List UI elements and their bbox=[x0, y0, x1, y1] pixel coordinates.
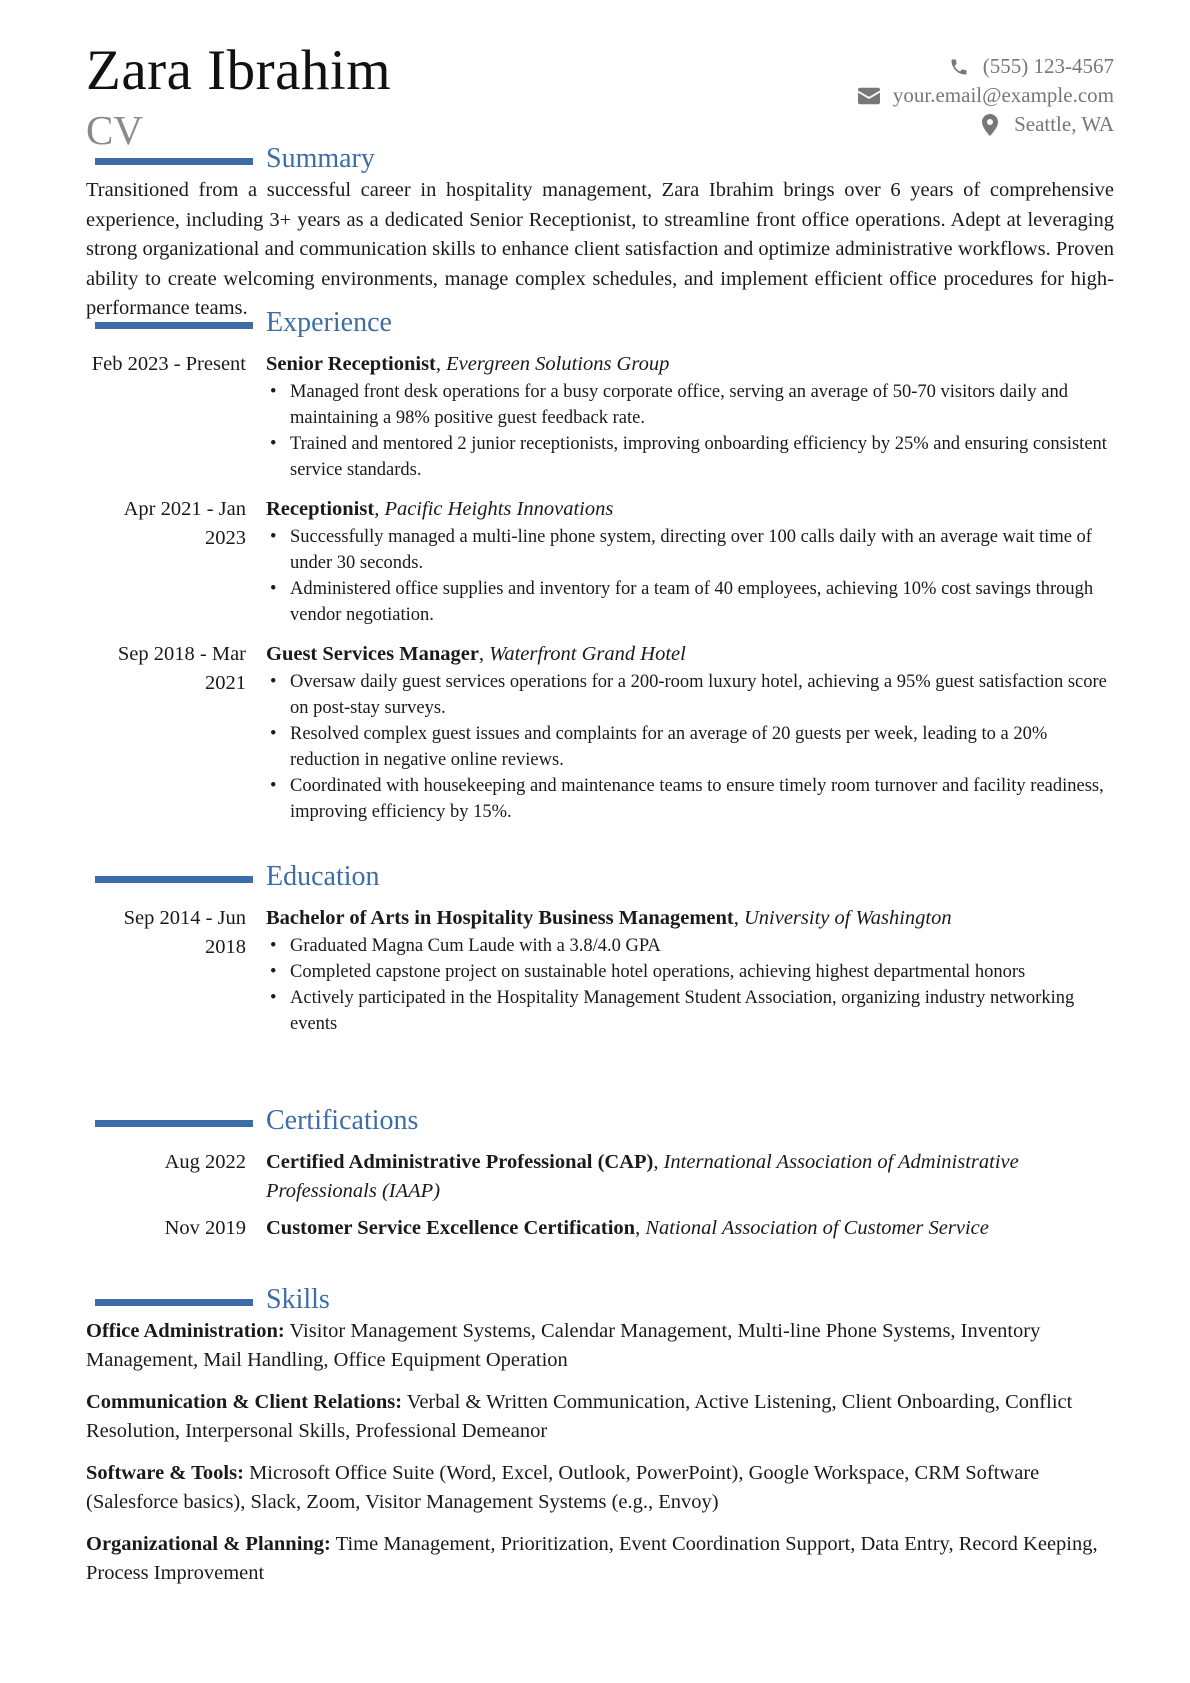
person-name: Zara Ibrahim bbox=[86, 39, 392, 102]
contact-phone bbox=[857, 52, 1114, 81]
entry-date: Sep 2014 - Jun 2018 bbox=[123, 907, 246, 958]
certification-issuer: International Association of Administrative Professionals (IAAP) bbox=[266, 1151, 1019, 1202]
education-section bbox=[86, 860, 1114, 1037]
contact-location bbox=[857, 110, 1114, 139]
entry-bullets bbox=[266, 669, 1114, 825]
contact-block bbox=[857, 52, 1114, 139]
bullet-item: • Completed capstone project on sustainable hotel operations, achieving highest departmental honors bbox=[266, 959, 1114, 985]
skill-group bbox=[86, 1459, 1114, 1517]
skill-group bbox=[86, 1317, 1114, 1375]
entry-org: Evergreen Solutions Group bbox=[446, 353, 670, 375]
skills-section bbox=[86, 1283, 1114, 1601]
section-accent-bar bbox=[95, 1299, 253, 1306]
certification-entry: Aug 2022 Certified Administrative Professional (CAP), International Association of Administrative Professionals (IAAP) bbox=[86, 1148, 1114, 1206]
entry-institution: University of Washington bbox=[743, 907, 952, 929]
entry-bullets bbox=[266, 524, 1114, 628]
entry-date: Sep 2018 - Mar 2021 bbox=[117, 643, 246, 694]
experience-entry: Sep 2018 - Mar 2021 Guest Services Manager, Waterfront Grand Hotel • Oversaw daily guest services operations for a 200-room luxury hotel, achieving a 95% guest satisfaction score on post-stay surveys. • Resolved complex guest issues and complaints for an average of 20 guests per week, leading to a 20% reduction in negative online reviews. • Coordinated with housekeeping and maintenance teams to ensure timely room turnover and facility readiness, improving efficiency by 15%. bbox=[86, 640, 1114, 825]
resume-page bbox=[86, 0, 1114, 1683]
bullet-item: • Administered office supplies and inventory for a team of 40 employees, achieving 10% cost savings through vendor negotiation. bbox=[266, 576, 1114, 628]
entry-date: Nov 2019 bbox=[164, 1217, 246, 1239]
skill-list: Time Management, Prioritization, Event Coordination Support, Data Entry, Record Keeping, Process Improvement bbox=[86, 1533, 1098, 1584]
certification-entry: Nov 2019 Customer Service Excellence Certification, National Association of Customer Service bbox=[86, 1214, 1114, 1243]
location-text: Seattle, WA bbox=[1014, 112, 1114, 136]
experience-section bbox=[86, 306, 1114, 825]
section-title: Skills bbox=[266, 1284, 330, 1315]
envelope-icon bbox=[857, 84, 881, 108]
skill-list: Visitor Management Systems, Calendar Management, Multi-line Phone Systems, Inventory Management, Mail Handling, Office Equipment Operation bbox=[86, 1320, 1041, 1371]
entry-bullets bbox=[266, 933, 1114, 1037]
section-title: Education bbox=[266, 861, 380, 892]
section-title: Certifications bbox=[266, 1105, 419, 1136]
section-accent-bar bbox=[95, 158, 253, 165]
section-header bbox=[86, 1283, 1114, 1317]
entry-org: Waterfront Grand Hotel bbox=[489, 643, 686, 665]
certification-name: Certified Administrative Professional (CAP) bbox=[266, 1151, 654, 1173]
summary-section bbox=[86, 142, 1114, 324]
skill-category: Communication & Client Relations: bbox=[86, 1391, 403, 1413]
document-subtitle: CV bbox=[86, 107, 143, 153]
entry-org: Pacific Heights Innovations bbox=[384, 498, 614, 520]
phone-number: (555) 123-4567 bbox=[982, 54, 1114, 78]
entry-role: Senior Receptionist bbox=[266, 353, 436, 375]
entry-role: Guest Services Manager bbox=[266, 643, 479, 665]
entry-date: Feb 2023 - Present bbox=[91, 353, 246, 375]
section-header bbox=[86, 1104, 1114, 1138]
email-address[interactable]: your.email@example.com bbox=[892, 83, 1114, 107]
bullet-item: • Successfully managed a multi-line phone system, directing over 100 calls daily with an average wait time of under 30 seconds. bbox=[266, 524, 1114, 576]
skill-group bbox=[86, 1388, 1114, 1446]
section-accent-bar bbox=[95, 876, 253, 883]
section-accent-bar bbox=[95, 1120, 253, 1127]
bullet-item: • Actively participated in the Hospitality Management Student Association, organizing industry networking events bbox=[266, 985, 1114, 1037]
bullet-item: • Coordinated with housekeeping and maintenance teams to ensure timely room turnover and facility readiness, improving efficiency by 15%. bbox=[266, 773, 1114, 825]
entry-date: Aug 2022 bbox=[164, 1151, 246, 1173]
section-header bbox=[86, 860, 1114, 894]
summary-text: Transitioned from a successful career in hospitality management, Zara Ibrahim brings over 6 years of comprehensive experience, including 3+ years as a dedicated Senior Receptionist, to streamline front office operations. Adept at leveraging strong organizational and communication skills to enhance client satisfaction and optimize administrative workflows. Proven ability to create welcoming environments, manage complex schedules, and implement efficient office procedures for high-performance teams. bbox=[86, 179, 1114, 319]
bullet-item: • Trained and mentored 2 junior receptionists, improving onboarding efficiency by 25% and ensuring consistent service standards. bbox=[266, 431, 1114, 483]
section-title: Summary bbox=[266, 143, 375, 174]
contact-email[interactable] bbox=[857, 81, 1114, 110]
section-accent-bar bbox=[95, 322, 253, 329]
skill-list: Verbal & Written Communication, Active Listening, Client Onboarding, Conflict Resolution, Interpersonal Skills, Professional Demeanor bbox=[86, 1391, 1073, 1442]
phone-icon bbox=[947, 55, 971, 79]
section-header bbox=[86, 306, 1114, 340]
section-header bbox=[86, 142, 1114, 176]
experience-entry: Feb 2023 - Present Senior Receptionist, Evergreen Solutions Group • Managed front desk operations for a busy corporate office, serving an average of 50-70 visitors daily and maintaining a 98% positive guest feedback rate. • Trained and mentored 2 junior receptionists, improving onboarding efficiency by 25% and ensuring consistent service standards. bbox=[86, 350, 1114, 483]
skill-category: Organizational & Planning: bbox=[86, 1533, 331, 1555]
skill-list: Microsoft Office Suite (Word, Excel, Outlook, PowerPoint), Google Workspace, CRM Software (Salesforce basics), Slack, Zoom, Visitor Management Systems (e.g., Envoy) bbox=[86, 1462, 1040, 1513]
certification-issuer: National Association of Customer Service bbox=[645, 1217, 989, 1239]
entry-date: Apr 2021 - Jan 2023 bbox=[123, 498, 246, 549]
bullet-item: • Resolved complex guest issues and complaints for an average of 20 guests per week, leading to a 20% reduction in negative online reviews. bbox=[266, 721, 1114, 773]
entry-role: Receptionist bbox=[266, 498, 375, 520]
skill-group bbox=[86, 1530, 1114, 1588]
skill-category: Office Administration: bbox=[86, 1320, 285, 1342]
bullet-item: • Graduated Magna Cum Laude with a 3.8/4.0 GPA bbox=[266, 933, 1114, 959]
map-pin-icon bbox=[978, 113, 1002, 137]
entry-bullets bbox=[266, 379, 1114, 483]
entry-degree: Bachelor of Arts in Hospitality Business Management bbox=[266, 907, 734, 929]
certification-name: Customer Service Excellence Certification bbox=[266, 1217, 636, 1239]
bullet-item: • Oversaw daily guest services operations for a 200-room luxury hotel, achieving a 95% guest satisfaction score on post-stay surveys. bbox=[266, 669, 1114, 721]
section-title: Experience bbox=[266, 307, 392, 338]
skill-category: Software & Tools: bbox=[86, 1462, 244, 1484]
certifications-section bbox=[86, 1104, 1114, 1243]
education-entry: Sep 2014 - Jun 2018 Bachelor of Arts in Hospitality Business Management, University of Washington • Graduated Magna Cum Laude with a 3.8/4.0 GPA • Completed capstone project on sustainable hotel operations, achieving highest departmental honors • Actively participated in the Hospitality Management Student Association, organizing industry networking events bbox=[86, 904, 1114, 1037]
experience-entry: Apr 2021 - Jan 2023 Receptionist, Pacific Heights Innovations • Successfully managed a multi-line phone system, directing over 100 calls daily with an average wait time of under 30 seconds. • Administered office supplies and inventory for a team of 40 employees, achieving 10% cost savings through vendor negotiation. bbox=[86, 495, 1114, 628]
bullet-item: • Managed front desk operations for a busy corporate office, serving an average of 50-70 visitors daily and maintaining a 98% positive guest feedback rate. bbox=[266, 379, 1114, 431]
